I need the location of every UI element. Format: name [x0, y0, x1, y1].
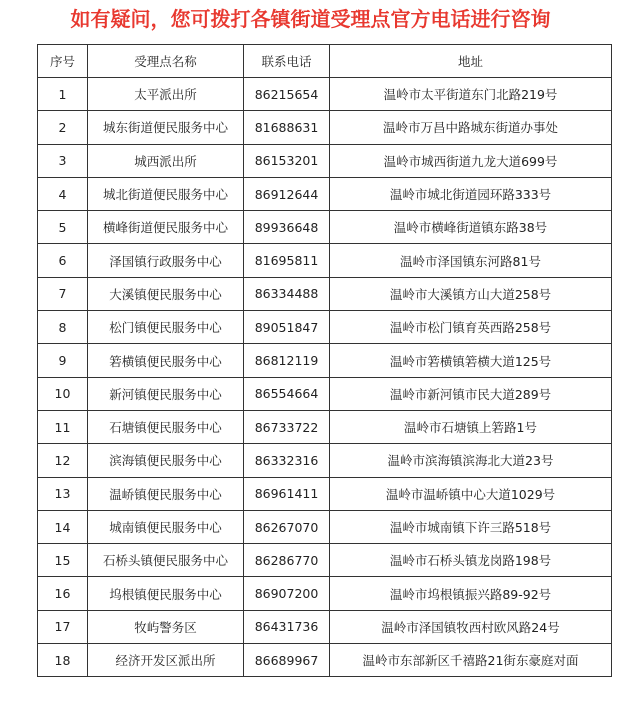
cell-phone: 86215654 [244, 78, 330, 111]
table-row [38, 644, 612, 677]
cell-phone: 86431736 [244, 610, 330, 643]
table-row [38, 177, 612, 210]
cell-address: 温岭市万昌中路城东街道办事处 [330, 111, 612, 144]
cell-address: 温岭市大溪镇方山大道258号 [330, 277, 612, 310]
cell-name: 滨海镇便民服务中心 [88, 444, 244, 477]
header-phone: 联系电话 [244, 45, 330, 78]
cell-no: 8 [38, 311, 88, 344]
cell-no: 17 [38, 610, 88, 643]
table-row [38, 410, 612, 443]
cell-address: 温岭市温峤镇中心大道1029号 [330, 477, 612, 510]
cell-no: 16 [38, 577, 88, 610]
cell-address: 温岭市城北街道园环路333号 [330, 177, 612, 210]
cell-phone: 86689967 [244, 644, 330, 677]
cell-no: 1 [38, 78, 88, 111]
cell-address: 温岭市太平街道东门北路219号 [330, 78, 612, 111]
table-header-row [38, 45, 612, 78]
table-row [38, 377, 612, 410]
cell-no: 3 [38, 144, 88, 177]
service-point-table [37, 44, 612, 677]
table-row [38, 544, 612, 577]
table-row [38, 510, 612, 543]
cell-name: 城西派出所 [88, 144, 244, 177]
cell-no: 7 [38, 277, 88, 310]
cell-name: 箬横镇便民服务中心 [88, 344, 244, 377]
cell-name: 石桥头镇便民服务中心 [88, 544, 244, 577]
cell-phone: 86286770 [244, 544, 330, 577]
cell-phone: 86153201 [244, 144, 330, 177]
cell-no: 10 [38, 377, 88, 410]
cell-address: 温岭市横峰街道镇东路38号 [330, 211, 612, 244]
cell-name: 经济开发区派出所 [88, 644, 244, 677]
cell-phone: 86267070 [244, 510, 330, 543]
cell-no: 6 [38, 244, 88, 277]
cell-no: 2 [38, 111, 88, 144]
table-row [38, 577, 612, 610]
cell-phone: 86332316 [244, 444, 330, 477]
cell-no: 14 [38, 510, 88, 543]
cell-name: 大溪镇便民服务中心 [88, 277, 244, 310]
cell-name: 石塘镇便民服务中心 [88, 410, 244, 443]
cell-phone: 81695811 [244, 244, 330, 277]
cell-phone: 86912644 [244, 177, 330, 210]
table-row [38, 477, 612, 510]
cell-phone: 86733722 [244, 410, 330, 443]
cell-address: 温岭市石桥头镇龙岗路198号 [330, 544, 612, 577]
cell-address: 温岭市松门镇育英西路258号 [330, 311, 612, 344]
cell-address: 温岭市新河镇市民大道289号 [330, 377, 612, 410]
cell-phone: 86907200 [244, 577, 330, 610]
cell-name: 牧屿警务区 [88, 610, 244, 643]
cell-phone: 89936648 [244, 211, 330, 244]
table-row [38, 111, 612, 144]
table-row [38, 610, 612, 643]
table-row [38, 344, 612, 377]
cell-address: 温岭市滨海镇滨海北大道23号 [330, 444, 612, 477]
cell-name: 松门镇便民服务中心 [88, 311, 244, 344]
cell-name: 城南镇便民服务中心 [88, 510, 244, 543]
cell-name: 泽国镇行政服务中心 [88, 244, 244, 277]
cell-name: 城东街道便民服务中心 [88, 111, 244, 144]
table-row [38, 444, 612, 477]
cell-phone: 86554664 [244, 377, 330, 410]
cell-address: 温岭市泽国镇东河路81号 [330, 244, 612, 277]
cell-phone: 81688631 [244, 111, 330, 144]
table-row [38, 311, 612, 344]
page-title: 如有疑问，您可拨打各镇街道受理点官方电话进行咨询 [70, 7, 551, 31]
cell-name: 新河镇便民服务中心 [88, 377, 244, 410]
cell-no: 11 [38, 410, 88, 443]
cell-address: 温岭市泽国镇牧西村欧风路24号 [330, 610, 612, 643]
cell-name: 横峰街道便民服务中心 [88, 211, 244, 244]
cell-name: 坞根镇便民服务中心 [88, 577, 244, 610]
cell-phone: 86812119 [244, 344, 330, 377]
cell-no: 18 [38, 644, 88, 677]
cell-address: 温岭市东部新区千禧路21街东豪庭对面 [330, 644, 612, 677]
cell-no: 15 [38, 544, 88, 577]
cell-no: 13 [38, 477, 88, 510]
cell-no: 12 [38, 444, 88, 477]
cell-no: 5 [38, 211, 88, 244]
table-row [38, 244, 612, 277]
table-row [38, 144, 612, 177]
cell-name: 太平派出所 [88, 78, 244, 111]
cell-address: 温岭市坞根镇振兴路89-92号 [330, 577, 612, 610]
cell-phone: 86961411 [244, 477, 330, 510]
table-row [38, 277, 612, 310]
cell-phone: 89051847 [244, 311, 330, 344]
cell-address: 温岭市城西街道九龙大道699号 [330, 144, 612, 177]
header-name: 受理点名称 [88, 45, 244, 78]
cell-name: 城北街道便民服务中心 [88, 177, 244, 210]
cell-no: 9 [38, 344, 88, 377]
cell-address: 温岭市石塘镇上箬路1号 [330, 410, 612, 443]
cell-address: 温岭市城南镇下许三路518号 [330, 510, 612, 543]
table-row [38, 78, 612, 111]
cell-name: 温峤镇便民服务中心 [88, 477, 244, 510]
header-address: 地址 [330, 45, 612, 78]
cell-no: 4 [38, 177, 88, 210]
table-row [38, 211, 612, 244]
cell-address: 温岭市箬横镇箬横大道125号 [330, 344, 612, 377]
header-no: 序号 [38, 45, 88, 78]
cell-phone: 86334488 [244, 277, 330, 310]
